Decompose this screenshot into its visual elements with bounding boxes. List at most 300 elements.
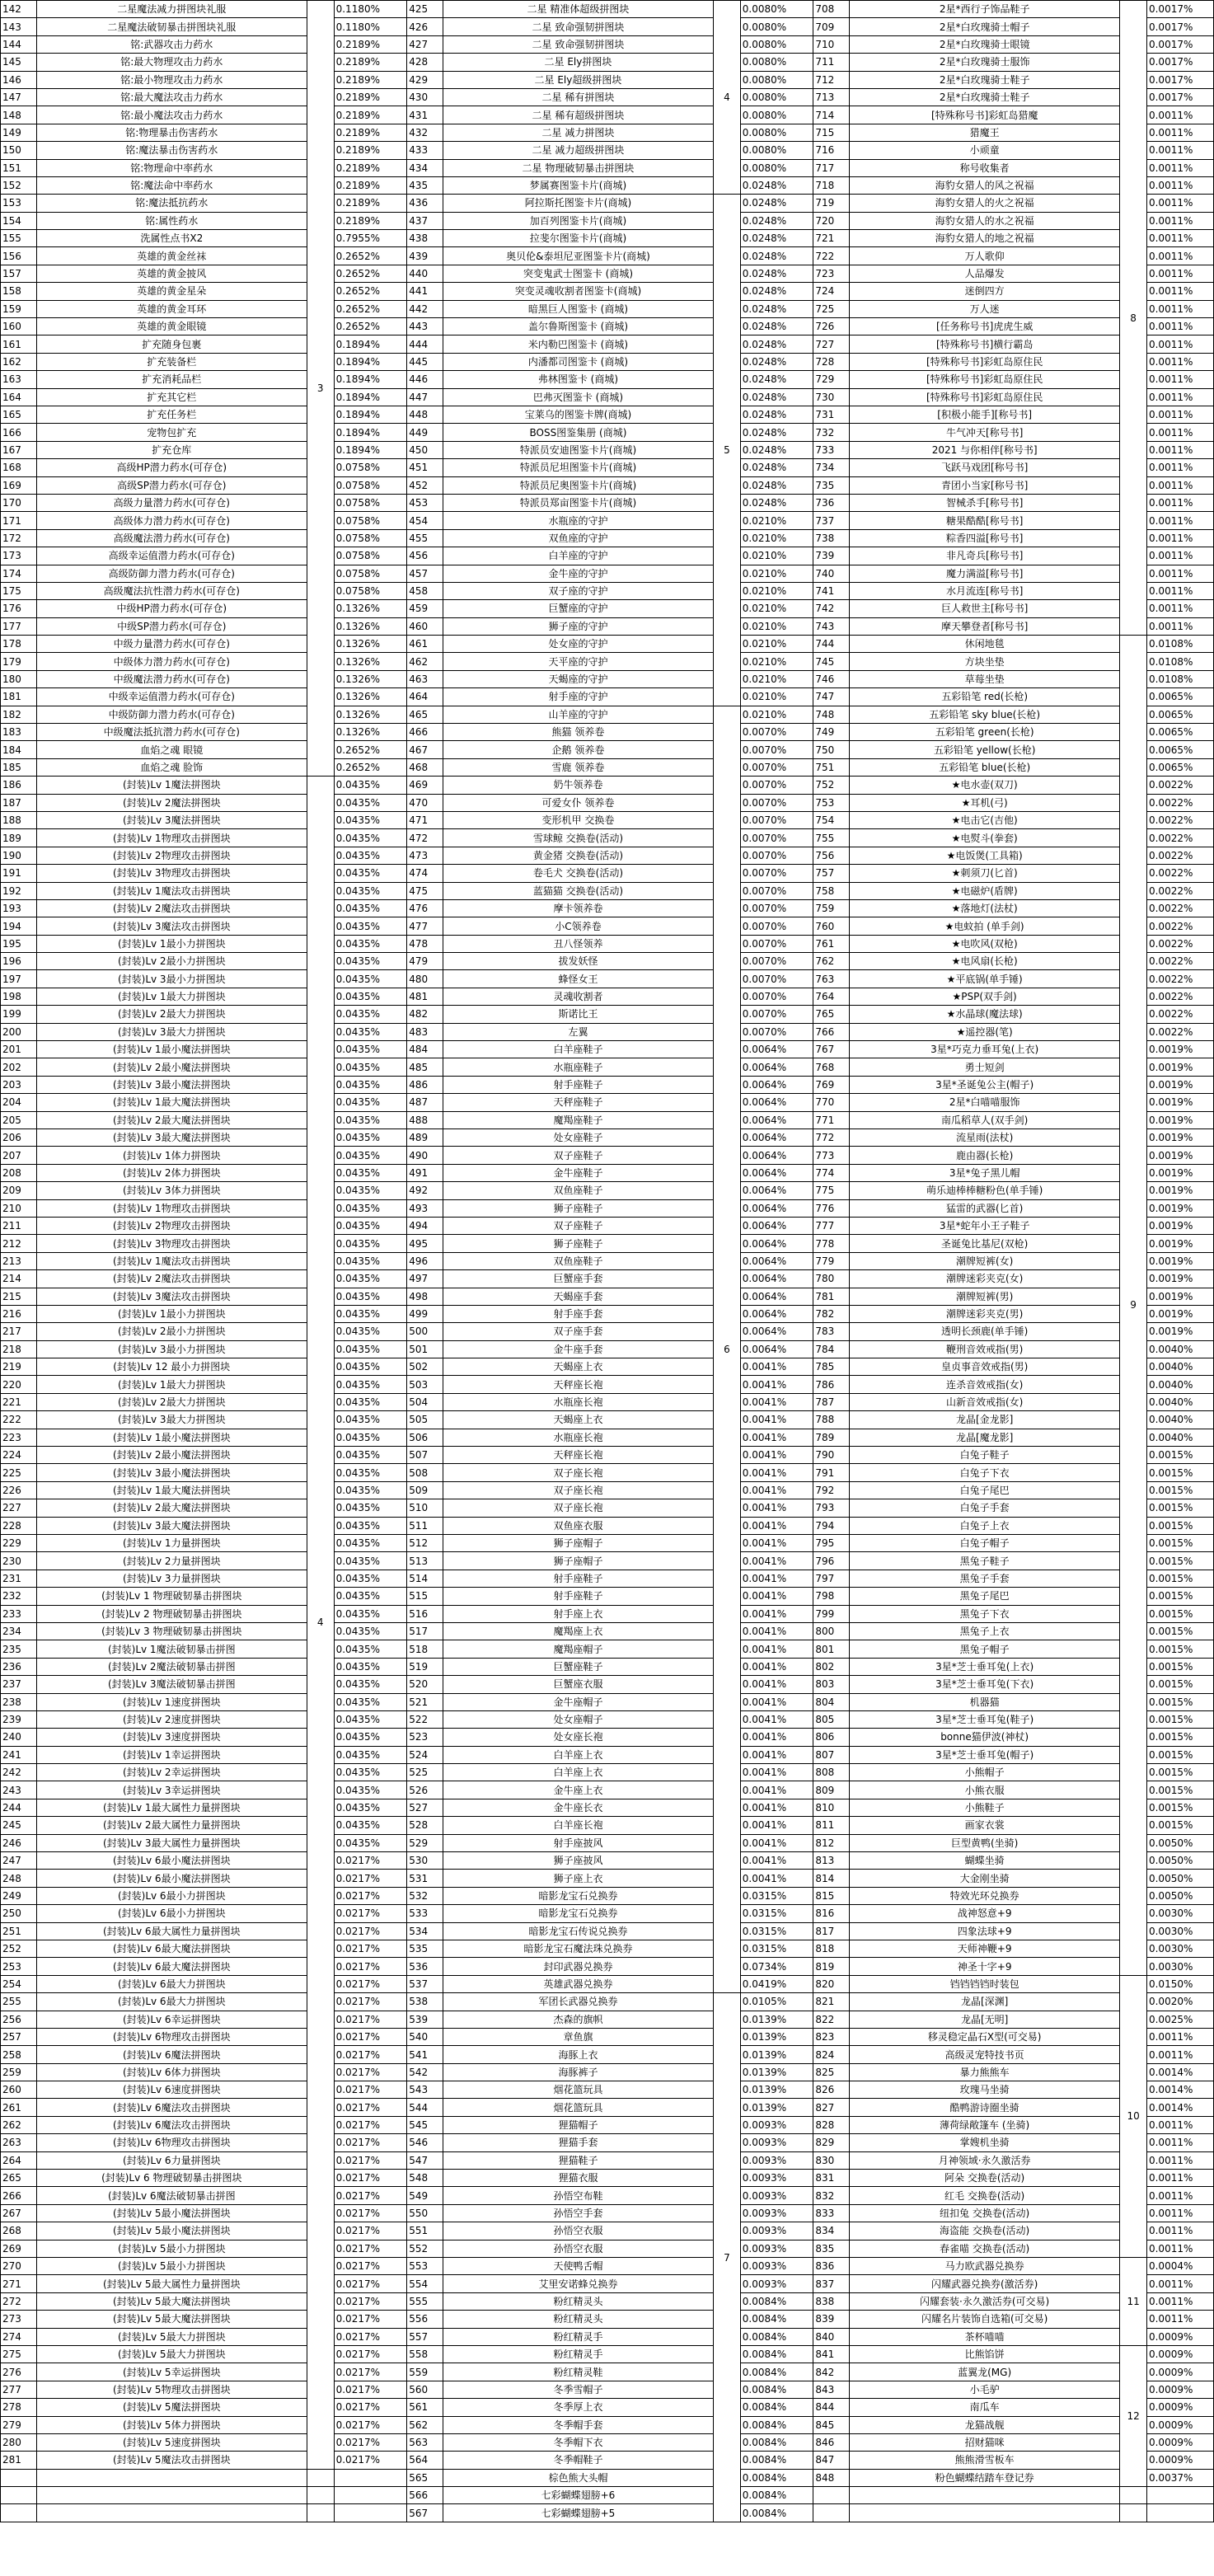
item-name: (封装)Lv 6物理攻击拼图块 — [36, 2134, 307, 2151]
item-probability: 0.0064% — [740, 1076, 813, 1093]
item-probability: 0.0758% — [334, 459, 407, 476]
item-probability: 0.0011% — [1146, 2240, 1213, 2257]
item-name: 山新音效戒指(女) — [850, 1393, 1120, 1410]
item-name: ★电熨斗(拳套) — [850, 829, 1120, 847]
item-name: 黑兔子下衣 — [850, 1605, 1120, 1622]
item-probability: 0.0015% — [1146, 1781, 1213, 1799]
item-probability: 0.0217% — [334, 1975, 407, 1992]
item-name: 天师神鞭+9 — [850, 1940, 1120, 1957]
item-probability: 0.0015% — [1146, 1676, 1213, 1693]
item-index: 254 — [1, 1975, 37, 1992]
table-row — [1, 371, 1214, 388]
item-index: 848 — [813, 2469, 850, 2486]
item-name: 双子座鞋子 — [443, 1147, 713, 1164]
item-probability: 0.0435% — [334, 1799, 407, 1816]
item-index: 551 — [407, 2222, 443, 2240]
item-probability: 0.0248% — [740, 459, 813, 476]
item-index: 536 — [407, 1958, 443, 1975]
item-probability: 0.0248% — [740, 300, 813, 317]
item-index: 278 — [1, 2399, 37, 2416]
item-index: 235 — [1, 1640, 37, 1658]
item-index: 719 — [813, 195, 850, 212]
item-probability: 0.0011% — [1146, 2116, 1213, 2133]
item-index: 738 — [813, 529, 850, 547]
item-probability: 0.0009% — [1146, 2452, 1213, 2469]
item-index: 798 — [813, 1588, 850, 1605]
item-probability: 0.0217% — [334, 1958, 407, 1975]
item-index: 443 — [407, 318, 443, 335]
table-row — [1, 1905, 1214, 1922]
item-probability: 0.2189% — [334, 176, 407, 194]
table-row — [1, 1376, 1214, 1393]
item-index: 241 — [1, 1746, 37, 1763]
item-index: 186 — [1, 777, 37, 794]
table-row — [1, 1182, 1214, 1199]
item-probability: 0.0315% — [740, 1922, 813, 1940]
item-index: 736 — [813, 494, 850, 511]
item-name: (封装)Lv 2最小魔法拼图块 — [36, 1058, 307, 1076]
item-index: 507 — [407, 1447, 443, 1464]
item-name: 特派员安迪图鉴卡片(商城) — [443, 441, 713, 458]
item-index: 457 — [407, 565, 443, 582]
item-probability: 0.0435% — [334, 1552, 407, 1570]
table-row — [1, 1570, 1214, 1587]
item-index: 181 — [1, 688, 37, 706]
item-name: 潮牌短裤(男) — [850, 1288, 1120, 1305]
item-name: 高级体力潜力药水(可存仓) — [36, 512, 307, 529]
item-probability: 0.0070% — [740, 970, 813, 988]
item-name: 闪耀套装·永久激活券(可交易) — [850, 2292, 1120, 2310]
item-index: 753 — [813, 794, 850, 811]
item-name: 英雄的黄金丝袜 — [36, 247, 307, 265]
item-name: (封装)Lv 3物理攻击拼图块 — [36, 865, 307, 882]
item-name: 铭:最小物理攻击力药水 — [36, 71, 307, 88]
item-name: (封装)Lv 1魔法攻击拼图块 — [36, 882, 307, 899]
item-probability: 0.0041% — [740, 1710, 813, 1728]
table-row — [1, 1640, 1214, 1658]
item-probability: 0.0011% — [1146, 247, 1213, 265]
item-probability: 0.0217% — [334, 2292, 407, 2310]
item-index: 549 — [407, 2187, 443, 2204]
item-name: 中级魔法潜力药水(可存仓) — [36, 670, 307, 687]
item-index: 269 — [1, 2240, 37, 2257]
item-name: (封装)Lv 3 物理破韧暴击拼图块 — [36, 1622, 307, 1640]
item-name: 3星*芝士垂耳兔(帽子) — [850, 1746, 1120, 1763]
item-name: 暗黑巨人图鉴卡 (商城) — [443, 300, 713, 317]
table-row — [1, 2292, 1214, 2310]
item-probability: 0.0009% — [1146, 2328, 1213, 2345]
item-index: 228 — [1, 1517, 37, 1534]
item-index: 226 — [1, 1481, 37, 1499]
item-index: 556 — [407, 2311, 443, 2328]
item-probability: 0.0435% — [334, 777, 407, 794]
item-probability: 0.0065% — [1146, 724, 1213, 741]
item-name: 圣诞兔比基尼(双枪) — [850, 1235, 1120, 1252]
item-index: 184 — [1, 741, 37, 758]
item-name: 五彩铅笔 yellow(长枪) — [850, 741, 1120, 758]
item-name: 2星*白玫瑰骑士帽子 — [850, 18, 1120, 35]
item-index: 263 — [1, 2134, 37, 2151]
table-row — [1, 1147, 1214, 1164]
item-probability: 0.0248% — [740, 371, 813, 388]
item-index: 733 — [813, 441, 850, 458]
item-index: 504 — [407, 1393, 443, 1410]
item-name: ★电蚊拍 (单手剑) — [850, 917, 1120, 935]
item-probability: 0.0435% — [334, 988, 407, 1005]
table-row — [1, 2151, 1214, 2169]
item-index: 256 — [1, 2011, 37, 2028]
table-row — [1, 2081, 1214, 2099]
table-row — [1, 2134, 1214, 2151]
table-row — [1, 300, 1214, 317]
table-row — [1, 565, 1214, 582]
item-index: 756 — [813, 847, 850, 864]
item-index: 800 — [813, 1622, 850, 1640]
item-probability: 0.0435% — [334, 829, 407, 847]
table-row — [1, 1517, 1214, 1534]
item-index: 786 — [813, 1376, 850, 1393]
grade-group: 4 — [307, 777, 334, 2470]
item-index: 540 — [407, 2028, 443, 2045]
item-probability: 0.0041% — [740, 1429, 813, 1446]
item-name: (封装)Lv 3最小魔法拼图块 — [36, 1464, 307, 1481]
item-name: [特殊称号书]彩虹岛原住民 — [850, 371, 1120, 388]
item-index: 259 — [1, 2063, 37, 2081]
item-probability: 0.2652% — [334, 283, 407, 300]
table-row — [1, 1058, 1214, 1076]
item-name: 奥贝伦&泰坦尼亚图鉴卡片(商城) — [443, 247, 713, 265]
item-probability: 0.2189% — [334, 159, 407, 176]
item-probability: 0.1326% — [334, 706, 407, 723]
item-probability: 0.0064% — [740, 1217, 813, 1234]
item-index: 769 — [813, 1076, 850, 1093]
item-index: 561 — [407, 2399, 443, 2416]
item-probability: 0.0217% — [334, 2116, 407, 2133]
table-row — [1, 2469, 1214, 2486]
item-probability: 0.0070% — [740, 724, 813, 741]
item-name: ★电磁炉(盾牌) — [850, 882, 1120, 899]
item-name: 水月流连[称号书] — [850, 582, 1120, 599]
item-index: 766 — [813, 1023, 850, 1040]
item-index: 429 — [407, 71, 443, 88]
item-name: 弗林图鉴卡 (商城) — [443, 371, 713, 388]
item-name: 扩充随身包裹 — [36, 335, 307, 353]
item-probability: 0.0022% — [1146, 777, 1213, 794]
item-name: 可爱女仆 领养卷 — [443, 794, 713, 811]
item-probability: 0.0435% — [334, 1658, 407, 1675]
item-name: 二星魔法破韧暴击拼图块礼服 — [36, 18, 307, 35]
table-row — [1, 1358, 1214, 1376]
item-name: 2星*白玫瑰骑士眼镜 — [850, 35, 1120, 53]
item-probability — [1146, 2487, 1213, 2504]
item-probability: 0.0435% — [334, 1164, 407, 1181]
item-probability: 0.0435% — [334, 1147, 407, 1164]
item-index: 491 — [407, 1164, 443, 1181]
item-name: 棕色熊大头帽 — [443, 2469, 713, 2486]
item-name: ★电吹风(双枪) — [850, 935, 1120, 952]
item-index: 822 — [813, 2011, 850, 2028]
item-index: 726 — [813, 318, 850, 335]
item-name: (封装)Lv 3最大魔法拼图块 — [36, 1129, 307, 1147]
item-probability: 0.0248% — [740, 353, 813, 370]
item-name: 白羊座上衣 — [443, 1746, 713, 1763]
item-index: 159 — [1, 300, 37, 317]
item-index: 192 — [1, 882, 37, 899]
item-probability: 0.0435% — [334, 1517, 407, 1534]
item-name: (封装)Lv 1最大属性力量拼图块 — [36, 1799, 307, 1816]
item-index: 562 — [407, 2416, 443, 2433]
item-name: 巨蟹座的守护 — [443, 600, 713, 617]
item-name: 冬季帽手套 — [443, 2416, 713, 2433]
item-index: 193 — [1, 899, 37, 917]
item-index: 185 — [1, 758, 37, 776]
item-name: 卷毛犬 交换卷(活动) — [443, 865, 713, 882]
item-name: 迷倒四方 — [850, 283, 1120, 300]
item-name: 3星*圣诞兔公主(帽子) — [850, 1076, 1120, 1093]
item-name: 飞跃马戏团[称号书] — [850, 459, 1120, 476]
item-probability: 0.0011% — [1146, 353, 1213, 370]
item-index: 212 — [1, 1235, 37, 1252]
item-probability: 0.0019% — [1146, 1235, 1213, 1252]
item-probability: 0.0248% — [740, 265, 813, 282]
item-index: 781 — [813, 1288, 850, 1305]
table-row — [1, 1746, 1214, 1763]
item-index: 249 — [1, 1887, 37, 1904]
item-probability: 0.0093% — [740, 2116, 813, 2133]
table-row — [1, 1, 1214, 18]
table-row — [1, 1217, 1214, 1234]
item-name: 天使鸭舌帽 — [443, 2258, 713, 2275]
item-index: 280 — [1, 2433, 37, 2451]
table-row — [1, 777, 1214, 794]
item-probability: 0.0015% — [1146, 1588, 1213, 1605]
item-index: 735 — [813, 476, 850, 494]
item-index: 567 — [407, 2504, 443, 2522]
item-name: (封装)Lv 6速度拼图块 — [36, 2081, 307, 2099]
table-row — [1, 935, 1214, 952]
item-name: 龙晶[魔龙影] — [850, 1429, 1120, 1446]
item-index: 795 — [813, 1534, 850, 1551]
item-probability: 0.0108% — [1146, 653, 1213, 670]
item-probability: 0.0041% — [740, 1534, 813, 1551]
table-row — [1, 1852, 1214, 1870]
item-name: (封装)Lv 5最大魔法拼图块 — [36, 2292, 307, 2310]
item-index: 466 — [407, 724, 443, 741]
item-probability: 0.0435% — [334, 1429, 407, 1446]
item-probability: 0.0435% — [334, 1376, 407, 1393]
item-probability: 0.0084% — [740, 2469, 813, 2486]
item-index: 805 — [813, 1710, 850, 1728]
item-probability: 0.0041% — [740, 1552, 813, 1570]
grade-group — [307, 2504, 334, 2522]
item-name: 魔力满溢[称号书] — [850, 565, 1120, 582]
item-probability: 0.0435% — [334, 1464, 407, 1481]
item-name: (封装)Lv 5物理攻击拼图块 — [36, 2381, 307, 2398]
item-probability: 0.0019% — [1146, 1252, 1213, 1269]
table-row — [1, 1305, 1214, 1322]
item-probability: 0.0217% — [334, 2222, 407, 2240]
item-index: 279 — [1, 2416, 37, 2433]
table-row — [1, 1764, 1214, 1781]
item-probability: 0.0248% — [740, 406, 813, 423]
item-probability: 0.2189% — [334, 54, 407, 71]
item-name: 拔发妖怪 — [443, 953, 713, 970]
item-probability: 0.0435% — [334, 1746, 407, 1763]
item-name: 英雄武器兑换券 — [443, 1975, 713, 1992]
item-name: (封装)Lv 1最小魔法拼图块 — [36, 1041, 307, 1058]
item-name: 狮子座鞋子 — [443, 1199, 713, 1217]
item-index: 758 — [813, 882, 850, 899]
item-name: (封装)Lv 2力量拼图块 — [36, 1552, 307, 1570]
item-index: 426 — [407, 18, 443, 35]
item-probability: 0.0015% — [1146, 1570, 1213, 1587]
item-name: 白兔子下衣 — [850, 1464, 1120, 1481]
item-probability: 0.0041% — [740, 1447, 813, 1464]
item-index: 825 — [813, 2063, 850, 2081]
table-row — [1, 988, 1214, 1005]
item-probability: 0.0015% — [1146, 1746, 1213, 1763]
item-index: 554 — [407, 2275, 443, 2292]
item-index: 720 — [813, 212, 850, 229]
item-name: 双子座的守护 — [443, 582, 713, 599]
item-index: 760 — [813, 917, 850, 935]
item-probability: 0.0041% — [740, 1729, 813, 1746]
item-name: (封装)Lv 1力量拼图块 — [36, 1534, 307, 1551]
item-name: 万人歌仰 — [850, 247, 1120, 265]
item-probability: 0.0217% — [334, 1940, 407, 1957]
item-index: 839 — [813, 2311, 850, 2328]
item-index: 812 — [813, 1834, 850, 1851]
item-index: 469 — [407, 777, 443, 794]
item-name: 万人迷 — [850, 300, 1120, 317]
item-probability: 0.0210% — [740, 636, 813, 653]
item-index: 202 — [1, 1058, 37, 1076]
item-index: 498 — [407, 1288, 443, 1305]
table-row — [1, 811, 1214, 828]
item-name: 熊熊滑雪板车 — [850, 2452, 1120, 2469]
item-index: 445 — [407, 353, 443, 370]
item-probability: 0.0011% — [1146, 195, 1213, 212]
table-row — [1, 1534, 1214, 1551]
item-index: 514 — [407, 1570, 443, 1587]
item-name: 天平座的守护 — [443, 653, 713, 670]
item-index: 224 — [1, 1447, 37, 1464]
item-name: 二星魔法减力拼图块礼服 — [36, 1, 307, 18]
item-index: 236 — [1, 1658, 37, 1675]
item-name: 茶杯喵喵 — [850, 2328, 1120, 2345]
item-probability: 0.0017% — [1146, 1, 1213, 18]
table-row — [1, 35, 1214, 53]
item-index: 842 — [813, 2363, 850, 2381]
item-index: 762 — [813, 953, 850, 970]
item-name: (封装)Lv 3幸运拼图块 — [36, 1781, 307, 1799]
item-index: 174 — [1, 565, 37, 582]
item-probability: 0.0065% — [1146, 706, 1213, 723]
item-index: 231 — [1, 1570, 37, 1587]
item-probability: 0.0022% — [1146, 988, 1213, 1005]
item-name: 宝莱乌的图鉴卡牌(商城) — [443, 406, 713, 423]
table-row — [1, 1447, 1214, 1464]
item-index: 262 — [1, 2116, 37, 2133]
item-index: 275 — [1, 2345, 37, 2363]
item-index: 465 — [407, 706, 443, 723]
item-index: 494 — [407, 1217, 443, 1234]
item-index: 513 — [407, 1552, 443, 1570]
item-index: 264 — [1, 2151, 37, 2169]
item-name: 猎魔王 — [850, 124, 1120, 141]
item-name: 画家衣裳 — [850, 1817, 1120, 1834]
item-probability: 0.0217% — [334, 2081, 407, 2099]
item-index: 151 — [1, 159, 37, 176]
item-probability: 0.0734% — [740, 1958, 813, 1975]
item-index: 519 — [407, 1658, 443, 1675]
item-name: 射手座鞋子 — [443, 1076, 713, 1093]
item-index: 143 — [1, 18, 37, 35]
item-probability: 0.1326% — [334, 653, 407, 670]
item-probability: 0.0217% — [334, 1922, 407, 1940]
item-name: (封装)Lv 2魔法攻击拼图块 — [36, 899, 307, 917]
item-probability: 0.1326% — [334, 636, 407, 653]
item-probability: 0.0084% — [740, 2381, 813, 2398]
item-index: 506 — [407, 1429, 443, 1446]
item-name: 2星*白玫瑰骑士鞋子 — [850, 88, 1120, 106]
item-index: 804 — [813, 1693, 850, 1710]
item-probability: 0.0017% — [1146, 35, 1213, 53]
item-name: 高级幸运值潜力药水(可存仓) — [36, 547, 307, 565]
item-index: 462 — [407, 653, 443, 670]
item-index: 737 — [813, 512, 850, 529]
item-name: 射手座鞋子 — [443, 1570, 713, 1587]
table-row — [1, 106, 1214, 124]
item-name: 巨蟹座手套 — [443, 1270, 713, 1288]
item-name: 金牛座上衣 — [443, 1781, 713, 1799]
item-probability: 0.0011% — [1146, 406, 1213, 423]
item-probability: 0.0011% — [1146, 582, 1213, 599]
item-probability: 0.0064% — [740, 1270, 813, 1288]
item-name: 狸猫手套 — [443, 2134, 713, 2151]
table-row — [1, 1006, 1214, 1023]
item-name: 酷鸭游诗圈坐骑 — [850, 2099, 1120, 2116]
table-row — [1, 970, 1214, 988]
item-probability: 0.0014% — [1146, 2099, 1213, 2116]
item-index: 832 — [813, 2187, 850, 2204]
item-probability: 0.0019% — [1146, 1111, 1213, 1128]
table-row — [1, 2222, 1214, 2240]
item-name: 龙晶[无明] — [850, 2011, 1120, 2028]
table-row — [1, 1975, 1214, 1992]
item-index: 197 — [1, 970, 37, 988]
item-name: 冬季雪帽子 — [443, 2381, 713, 2398]
item-name: 高级HP潜力药水(可存仓) — [36, 459, 307, 476]
item-probability: 0.0015% — [1146, 1481, 1213, 1499]
item-probability: 0.0041% — [740, 1481, 813, 1499]
item-index: 277 — [1, 2381, 37, 2398]
item-index — [813, 2504, 850, 2522]
item-probability: 0.1326% — [334, 617, 407, 635]
item-name: (封装)Lv 1幸运拼图块 — [36, 1746, 307, 1763]
item-probability: 0.0435% — [334, 1217, 407, 1234]
item-index: 160 — [1, 318, 37, 335]
item-index: 227 — [1, 1499, 37, 1517]
table-row — [1, 1094, 1214, 1111]
table-row — [1, 794, 1214, 811]
item-index: 253 — [1, 1958, 37, 1975]
item-index: 730 — [813, 388, 850, 406]
item-index: 829 — [813, 2134, 850, 2151]
item-name: (封装)Lv 2魔法攻击拼图块 — [36, 1270, 307, 1288]
item-index: 161 — [1, 335, 37, 353]
item-index: 146 — [1, 71, 37, 88]
